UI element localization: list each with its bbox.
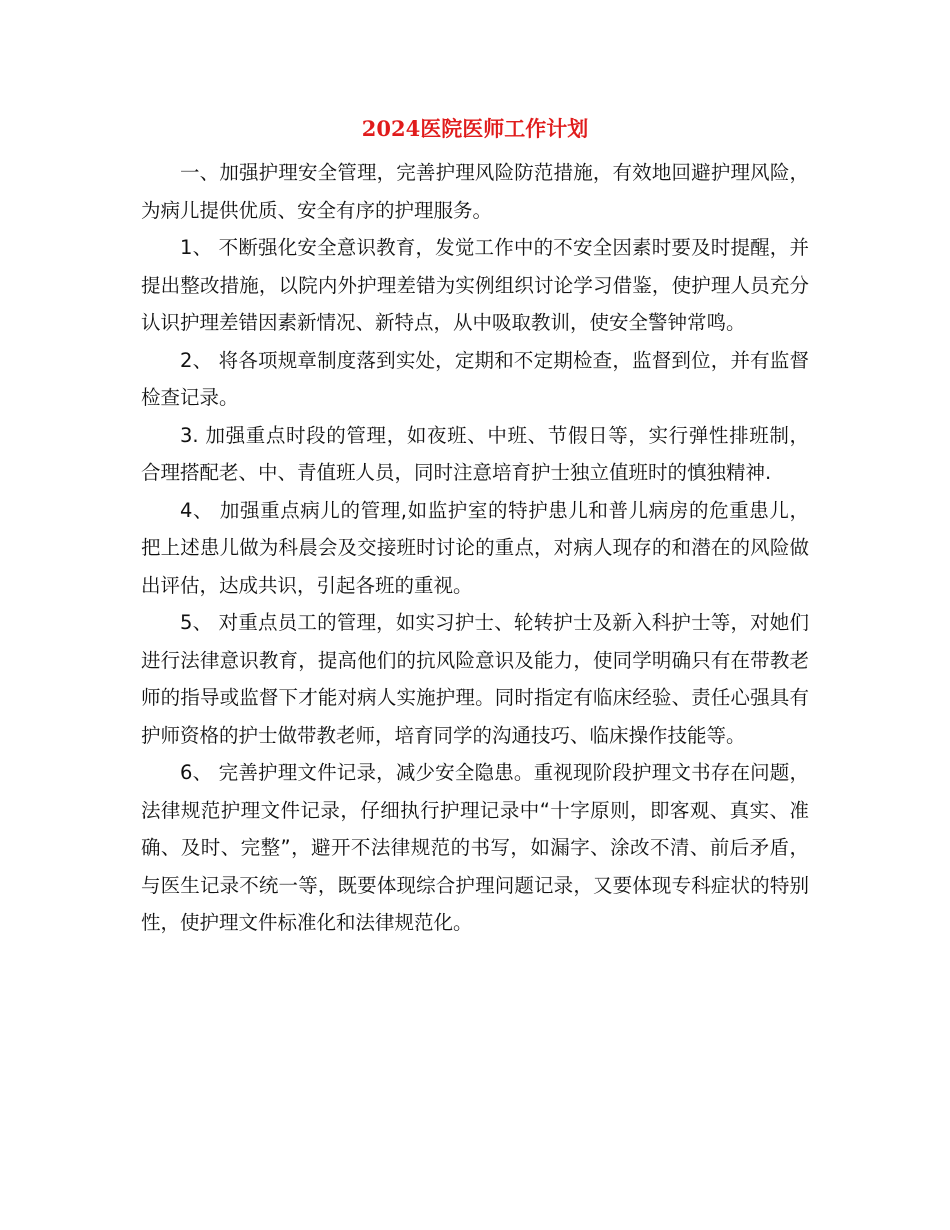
paragraph-item-2: 2、 将各项规章制度落到实处，定期和不定期检查，监督到位，并有监督检查记录。 (141, 348, 809, 409)
document-title: 2024医院医师工作计划 (361, 116, 589, 141)
paragraph-section-1: 一、加强护理安全管理，完善护理风险防范措施，有效地回避护理风险，为病儿提供优质、安全有序的护理服务。 (141, 161, 809, 222)
paragraph-item-3: 3. 加强重点时段的管理，如夜班、中班、节假日等，实行弹性排班制，合理搭配老、中、青值班人员，同时注意培育护士独立值班时的慎独精神. (141, 423, 809, 484)
paragraph-item-5: 5、 对重点员工的管理，如实习护士、轮转护士及新入科护士等，对她们进行法律意识教育，提高他们的抗风险意识及能力，使同学明确只有在带教老师的指导或监督下才能对病人实施护理。同时指定有临床经验、责任心强具有护师资格的护士做带教老师，培育同学的沟通技巧、临床操作技能等。 (141, 611, 809, 747)
paragraph-item-1: 1、 不断强化安全意识教育，发觉工作中的不安全因素时要及时提醒，并提出整改措施，以院内外护理差错为实例组织讨论学习借鉴，使护理人员充分认识护理差错因素新情况、新特点，从中吸取教训，使安全警钟常鸣。 (141, 236, 809, 334)
paragraph-item-4: 4、 加强重点病儿的管理,如监护室的特护患儿和普儿病房的危重患儿，把上述患儿做为科晨会及交接班时讨论的重点，对病人现存的和潜在的风险做出评估，达成共识，引起各班的重视。 (141, 498, 809, 597)
paragraph-item-6: 6、 完善护理文件记录，减少安全隐患。重视现阶段护理文书存在问题，法律规范护理文件记录，仔细执行护理记录中“十字原则，即客观、真实、准确、及时、完整”，避开不法律规范的书写，如漏字、涂改不清、前后矛盾，与医生记录不统一等，既要体现综合护理问题记录，又要体现专科症状的特别性，使护理文件标准化和法律规范化。 (141, 761, 809, 934)
document-body (141, 154, 809, 942)
